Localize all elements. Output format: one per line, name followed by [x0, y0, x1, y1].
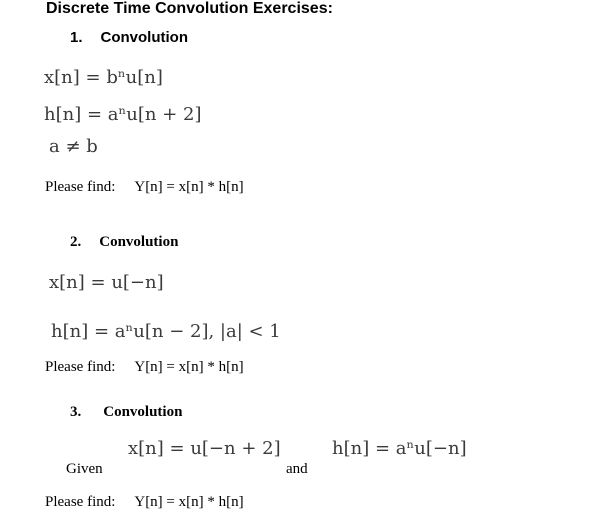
exercise-2-number: 2.: [70, 234, 82, 250]
exercise-3-equation-h: h[n] = aⁿu[−n]: [332, 438, 467, 459]
exercise-2-find: [45, 359, 244, 376]
exercise-2-heading: [70, 234, 178, 251]
exercise-3-find: [45, 494, 244, 511]
exercise-1-equation-h: h[n] = aⁿu[n + 2]: [44, 104, 202, 125]
exercise-1-title: Convolution: [100, 29, 188, 46]
exercise-3-given-label: Given: [66, 461, 103, 477]
exercise-1-find-expression: Y[n] = x[n] * h[n]: [134, 179, 244, 195]
exercise-2-find-label: Please find:: [45, 359, 116, 375]
exercise-3-title: Convolution: [103, 404, 183, 420]
exercise-3-and-label: and: [286, 461, 308, 477]
exercise-1-number: 1.: [70, 29, 83, 46]
exercise-2-equation-x: x[n] = u[−n]: [49, 272, 164, 293]
exercise-2-find-expression: Y[n] = x[n] * h[n]: [134, 359, 244, 375]
exercise-1-condition: a ≠ b: [49, 136, 98, 157]
exercise-3-find-label: Please find:: [45, 494, 116, 510]
exercise-2-title: Convolution: [99, 234, 179, 250]
exercise-3-number: 3.: [70, 404, 82, 420]
exercise-1-equation-x: x[n] = bⁿu[n]: [44, 67, 163, 88]
exercise-3-heading: [70, 404, 182, 421]
exercise-3-equation-x: x[n] = u[−n + 2]: [128, 438, 281, 459]
page-title: Discrete Time Convolution Exercises:: [46, 0, 333, 17]
exercise-3-find-expression: Y[n] = x[n] * h[n]: [134, 494, 244, 510]
exercise-2-equation-h: h[n] = aⁿu[n − 2], |a| < 1: [51, 321, 281, 342]
exercise-1-find-label: Please find:: [45, 179, 116, 195]
exercise-1-heading: [70, 29, 188, 46]
exercise-1-find: [45, 179, 244, 196]
